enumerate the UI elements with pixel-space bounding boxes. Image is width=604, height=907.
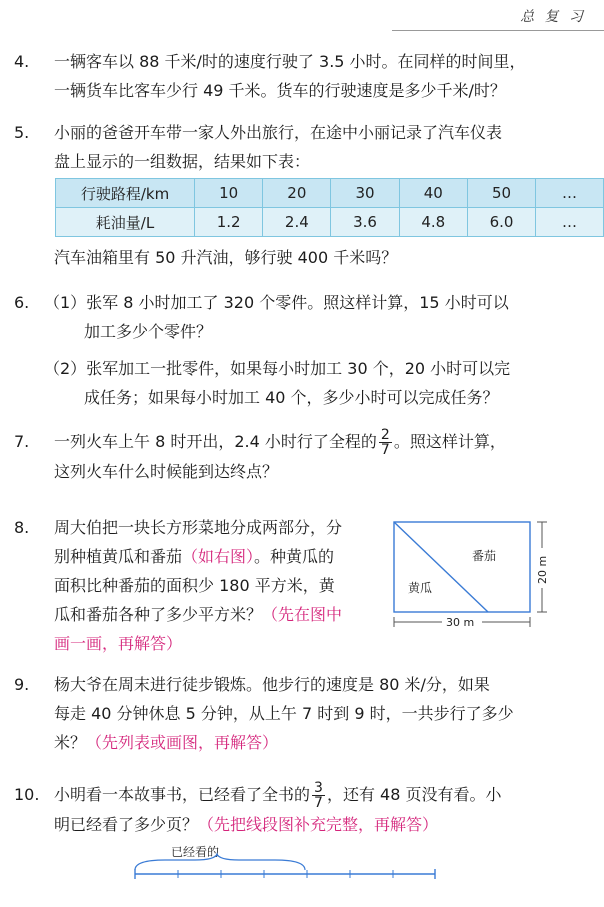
q8-hint: （先在图中 [262, 605, 343, 624]
fraction-numerator: 2 [380, 427, 390, 443]
question-number: 4. [14, 52, 30, 71]
q4-line-1: 一辆客车以 88 千米/时的速度行驶了 3.5 小时。在同样的时间里， [54, 52, 526, 71]
q8-line-3: 面积比种番茄的面积少 180 平方米，黄 [54, 576, 335, 595]
fuel-table [55, 178, 604, 237]
q5-line-1: 小丽的爸爸开车带一家人外出旅行，在途中小丽记录了汽车仪表 [54, 123, 503, 142]
table-cell: 4.8 [399, 208, 467, 237]
q9-text: 米？ [54, 733, 87, 752]
q10-line-2 [54, 810, 578, 839]
question-number: 8. [14, 518, 30, 537]
table-cell: 行驶路程/km [56, 179, 195, 208]
table-cell: 耗油量/L [56, 208, 195, 237]
fraction-denominator: 7 [314, 795, 323, 811]
table-cell: 50 [467, 179, 535, 208]
q6-part-1-cont: 加工多少个零件？ [84, 322, 213, 341]
table-cell: 3.6 [331, 208, 399, 237]
question-number: 10. [14, 785, 40, 804]
fraction [379, 428, 392, 457]
q9-line-3 [54, 728, 578, 757]
q10-hint: （先把线段图补充完整，再解答） [198, 815, 439, 834]
segment-label: 已经看的 [171, 845, 220, 859]
garden-rectangle [394, 522, 530, 612]
fraction [312, 781, 325, 810]
header-title: 总 复 习 [520, 9, 586, 25]
q7-line-1 [54, 427, 578, 457]
garden-diagram [384, 518, 554, 638]
q6-part-1: （1）张军 8 小时加工了 320 个零件。照这样计算，15 小时可以 [44, 293, 509, 312]
q8-text: 。种黄瓜的 [254, 547, 335, 566]
q8-text: 瓜和番茄各种了多少平方米？ [54, 605, 263, 624]
fraction-denominator: 7 [380, 442, 390, 458]
fraction-numerator: 3 [314, 780, 323, 796]
table-cell: 30 [331, 179, 399, 208]
q8-line-5: 画一画，再解答） [54, 634, 183, 653]
table-cell: 10 [195, 179, 263, 208]
table-row [56, 208, 604, 237]
question-number: 6. [14, 293, 30, 312]
table-cell: 20 [263, 179, 331, 208]
question-number: 9. [14, 675, 30, 694]
table-cell: 1.2 [195, 208, 263, 237]
q10-text-b: ，还有 48 页没有看。小 [326, 785, 502, 804]
q9-line-1: 杨大爷在周末进行徒步锻炼。他步行的速度是 80 米/分，如果 [54, 675, 490, 694]
table-cell: … [536, 179, 604, 208]
q10-line-1 [54, 780, 578, 810]
q7-text-a: 一列火车上午 8 时开出，2.4 小时行了全程的 [54, 432, 377, 451]
label-tomato: 番茄 [472, 549, 497, 563]
q5-line-3: 汽车油箱里有 50 升汽油，够行驶 400 千米吗？ [54, 248, 398, 267]
table-row [56, 179, 604, 208]
q8-line-1: 周大伯把一块长方形菜地分成两部分，分 [54, 518, 343, 537]
q8-text: 别种植黄瓜和番茄 [54, 547, 183, 566]
q10-text-a: 小明看一本故事书，已经看了全书的 [54, 785, 311, 804]
q8-hint: （如右图） [182, 547, 255, 566]
q6-part-2: （2）张军加工一批零件，如果每小时加工 30 个，20 小时可以完 [44, 359, 511, 378]
table-cell: … [536, 208, 604, 237]
q10-text: 明已经看了多少页？ [54, 815, 199, 834]
q7-line-2: 这列火车什么时候能到达终点？ [54, 462, 279, 481]
table-cell: 6.0 [467, 208, 535, 237]
q5-line-2: 盘上显示的一组数据，结果如下表： [54, 152, 311, 171]
q6-part-2-cont: 成任务；如果每小时加工 40 个，多少小时可以完成任务？ [84, 388, 499, 407]
q4-line-2: 一辆货车比客车少行 49 千米。货车的行驶速度是多少千米/时？ [54, 81, 506, 100]
table-cell: 40 [399, 179, 467, 208]
table-cell: 2.4 [263, 208, 331, 237]
q8-line-2 [54, 542, 404, 571]
height-label: 20 m [536, 555, 549, 584]
q7-text-b: 。照这样计算， [393, 432, 506, 451]
question-number: 7. [14, 432, 30, 451]
segment-diagram [125, 840, 445, 890]
label-cucumber: 黄瓜 [408, 581, 433, 595]
q8-line-4 [54, 600, 404, 629]
width-label: 30 m [446, 616, 475, 629]
header-rule [392, 30, 604, 31]
question-number: 5. [14, 123, 30, 142]
brace-read [135, 854, 305, 870]
q9-hint: （先列表或画图，再解答） [86, 733, 279, 752]
q9-line-2: 每走 40 分钟休息 5 分钟，从上午 7 时到 9 时，一共步行了多少 [54, 704, 514, 723]
